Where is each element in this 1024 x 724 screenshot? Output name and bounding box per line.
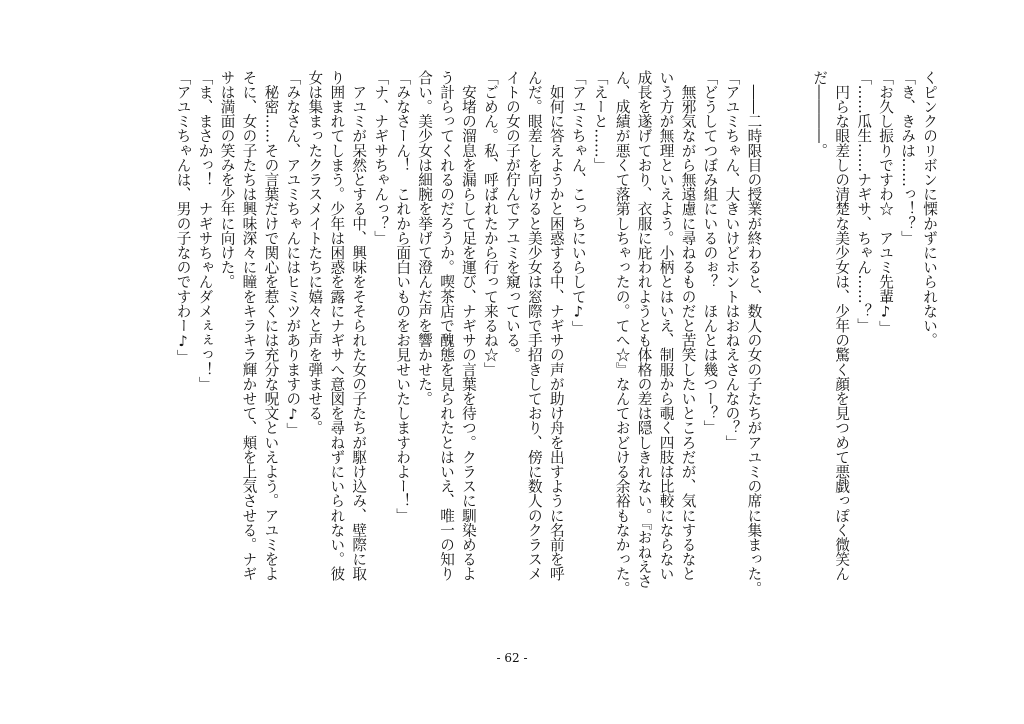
- text-line: 成長を遂げており、衣服に庇われようとも体格の差は隠しきれない。『おねえさ: [635, 70, 653, 589]
- text-line: 「アユミちゃん、大きいけどホントはおねえさんなの？」: [723, 70, 741, 450]
- text-line: 「……瓜生……ナギサ、ちゃん……？」: [855, 70, 873, 333]
- text-line: 無邪気ながら無遠慮に尋ねるものだと苦笑したいところだが、気にするなと: [679, 70, 697, 581]
- text-line: イトの女の子が佇んでアユミを窺っている。: [503, 70, 521, 362]
- text-line: サは満面の笑みを少年に向けた。: [218, 70, 236, 289]
- text-line: 安堵の溜息を漏らして足を運び、ナギサの言葉を待つ。クラスに馴染めるよ: [459, 70, 477, 581]
- text-line: んだ。眼差しを向けると美少女は窓際で手招きしており、傍に数人のクラスメ: [525, 70, 543, 581]
- blank-line: [786, 70, 808, 640]
- text-line: いう方が無理といえよう。小柄とはいえ、制服から覗く四肢は比較にならない: [657, 70, 675, 581]
- text-line: 「き、きみは……っ！？」: [899, 70, 917, 246]
- text-line: う計らってくれるのだろうか。喫茶店で醜態を見られたとはいえ、唯一の知り: [438, 70, 456, 581]
- text-line: くピンクのリボンに慄かずにいられない。: [921, 70, 938, 348]
- text-line: 「アユミちゃんは、男の子なのですわー♪」: [174, 70, 192, 365]
- text-line: 「どうしてつぼみ組にいるのぉ？ ほんとは幾つー？」: [701, 70, 719, 435]
- text-line: 「えーと……」: [591, 70, 609, 173]
- text-line: 「みなさん、アユミちゃんにはヒミツがありますの♪」: [284, 70, 302, 438]
- blank-line: [764, 70, 786, 640]
- text-line: 円らな眼差しの清楚な美少女は、少年の驚く顔を見つめて悪戯っぽく微笑ん: [833, 70, 851, 581]
- text-line: アユミが呆然とする中、興味をそそられた女の子たちが駆け込み、壁際に取: [350, 70, 368, 581]
- text-line: 女は集まったクラスメイトたちに嬉々と声を弾ませる。: [306, 70, 324, 435]
- text-line: 如何に答えようかと困惑する中、ナギサの声が助け舟を出すように名前を呼: [547, 70, 565, 581]
- text-line: 合い。美少女は細腕を挙げて澄んだ声を響かせた。: [416, 70, 434, 406]
- page-number: - 62 -: [496, 651, 528, 665]
- text-line: 「ま、まさかっ！ ナギサちゃんダメぇぇっ！」: [196, 70, 214, 392]
- text-line: ――二時限目の授業が終わると、数人の女の子たちがアユミの席に集まった。: [745, 70, 763, 596]
- text-line: 「みなさーん！ これから面白いものをお見せいたしますわよー！」: [394, 70, 412, 523]
- text-line: 「ごめん。私、呼ばれたから行って来るね☆」: [481, 70, 499, 377]
- text-line: だ――――。: [811, 70, 829, 158]
- text-line: ん、成績が悪くて落第しちゃったの。てへ☆』なんておどける余裕もなかった。: [613, 70, 631, 596]
- text-line: 「お久し振りですわ☆ アユミ先輩♪」: [877, 70, 895, 336]
- text-line: 「ナ、ナギサちゃんっ？」: [372, 70, 390, 246]
- text-line: 「アユミちゃん、こっちにいらして♪」: [569, 70, 587, 336]
- text-line: そに、女の子たちは興味深々に瞳をキラキラ輝かせて、頬を上気させる。ナギ: [240, 70, 258, 581]
- text-line: 秘密……その言葉だけで関心を惹くには充分な呪文といえよう。アユミをよ: [262, 70, 280, 581]
- text-line: り囲まれてしまう。少年は困惑を露にナギサへ意図を尋ねずにいられない。彼: [328, 70, 346, 581]
- vertical-text-body: [172, 70, 940, 640]
